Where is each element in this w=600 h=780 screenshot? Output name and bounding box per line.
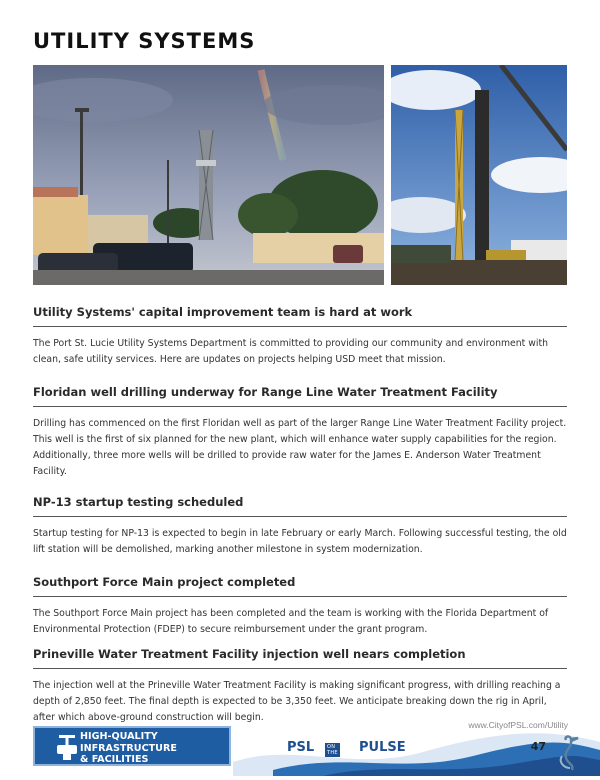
section-body: Drilling has commenced on the first Floridan well as part of the larger Range Line Water Treatment Facility project. This well is the first of six planned for the new plant, which will enhance water supply capabilities for the region. Additionally, three more wells will be drilled to provide raw water for the James E. Anderson Water Treatment Facility. <box>33 418 567 477</box>
section-heading: Southport Force Main project completed <box>33 575 567 597</box>
badge-line: HIGH-QUALITY <box>80 731 158 742</box>
page-title: UTILITY SYSTEMS <box>33 29 256 53</box>
section-southport-force-main <box>33 575 567 638</box>
section-heading: Floridan well drilling underway for Range Line Water Treatment Facility <box>33 385 567 407</box>
section-heading: Utility Systems' capital improvement team is hard at work <box>33 305 567 327</box>
logo-on-the: ON THE <box>327 744 338 756</box>
page-number: 47 <box>530 740 546 753</box>
section-body: The Port St. Lucie Utility Systems Department is committed to providing our community and environment with clean, safe utility services. Here are updates on projects helping USD meet that mission. <box>33 338 548 365</box>
section-body: The injection well at the Prineville Water Treatment Facility is making significant progress, with drilling reaching a depth of 2,850 feet. The final depth is expected to be 3,350 feet. We anticipate breaking down the rig in April, after which above-ground construction will begin. <box>33 680 561 723</box>
drilling-rig-rainbow-photo <box>33 65 384 285</box>
section-body: Startup testing for NP-13 is expected to begin in late February or early March. Following successful testing, the old lift station will be demolished, marking another milestone in system modernization. <box>33 528 567 555</box>
section-heading: Prineville Water Treatment Facility injection well nears completion <box>33 647 567 669</box>
badge-line: & FACILITIES <box>80 754 149 765</box>
section-floridan-well <box>33 385 567 480</box>
section-prineville-injection-well <box>33 647 567 726</box>
heron-icon <box>552 734 584 776</box>
section-heading: NP-13 startup testing scheduled <box>33 495 567 517</box>
footer-url[interactable]: www.CityofPSL.com/Utility <box>468 720 568 730</box>
category-badge <box>33 726 231 766</box>
valve-pipe-icon <box>57 733 77 767</box>
badge-label <box>80 731 177 766</box>
section-body: The Southport Force Main project has been completed and the team is working with the Florida Department of Environmental Protection (FDEP) to secure reimbursement under the grant program. <box>33 608 549 635</box>
logo-pulse: PULSE <box>359 740 406 755</box>
crane-well-casing-photo <box>391 65 567 285</box>
logo-psl: PSL <box>287 740 315 755</box>
section-capital-improvement <box>33 305 567 368</box>
badge-line: INFRASTRUCTURE <box>80 742 177 754</box>
section-np13-testing <box>33 495 567 558</box>
